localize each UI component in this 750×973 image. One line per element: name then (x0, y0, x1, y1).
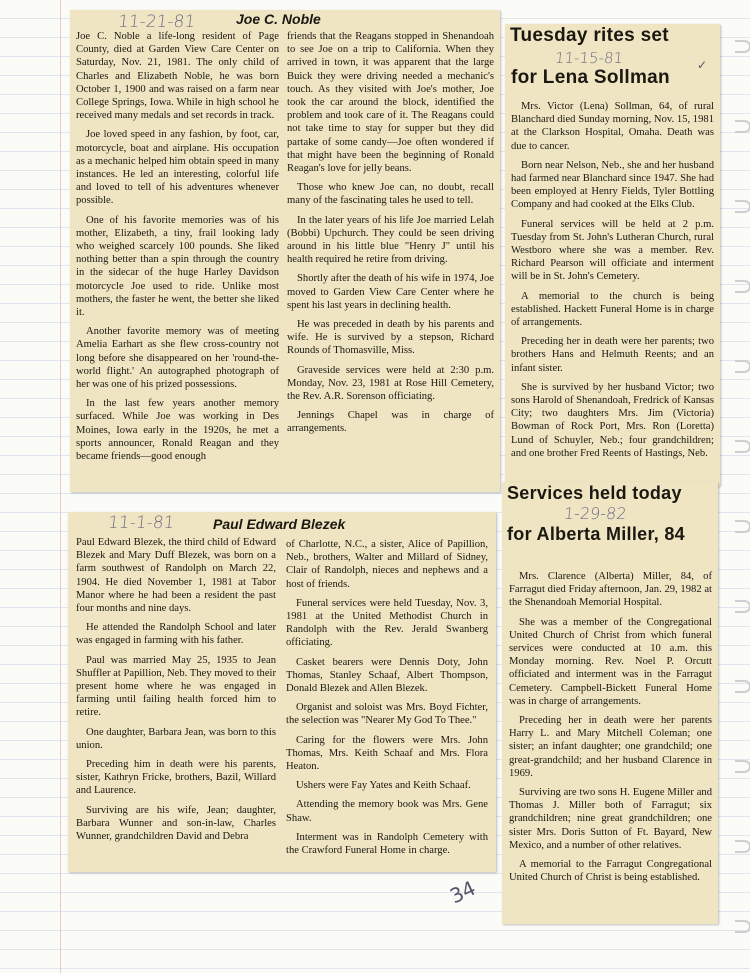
paragraph: Caring for the flowers were Mrs. John Thomas, Mrs. Keith Schaaf and Mrs. Flora Heaton. (286, 734, 488, 773)
paragraph: Ushers were Fay Yates and Keith Schaaf. (296, 780, 471, 792)
obituary-title: Joe C. Noble (236, 11, 321, 27)
handwritten-date: 11-1-81 (106, 513, 176, 533)
paragraph: A memorial to the church is being established. Hackett Funeral Home is in charge of arrangements. (511, 290, 714, 329)
paragraph: Another favorite memory was of meeting Amelia Earhart as she flew cross-country not long before she disappeared on her 'round-the-world flight.' An autographed photograph of her was one of his prized possessions. (76, 326, 279, 391)
obituary-title: Paul Edward Blezek (213, 516, 346, 532)
paragraph: Interment was in Randolph Cemetery with the Crawford Funeral Home in charge. (286, 831, 488, 857)
paragraph: Attending the memory book was Mrs. Gene Shaw. (286, 799, 488, 824)
paragraph: In the later years of his life Joe married Lelah (Bobbi) Upchurch. They could be seen driving around in his little blue "Henry J" until his health required he retire from driving. (287, 214, 494, 266)
clipping-blezek (68, 512, 496, 872)
article-body (509, 570, 712, 922)
paragraph: friends that the Reagans stopped in Shenandoah to see Joe on a trip to California. When they arrived in town, it was apparent that the large Buick they were driving needed a mechanic's touch. As they visited with Joe's mother, Joe took the car around the block, identified the problem and took care of it. The Reagans could not take time to stay for supper but they did partake of some candy—Joe often wondered if that might have been the beginning of Ronald Reagan's love for jelly beans. (287, 31, 494, 175)
column-left (76, 30, 279, 490)
check-mark-icon: ✓ (697, 58, 708, 72)
paragraph: Surviving are two sons H. Eugene Miller and Thomas J. Miller both of Farragut; six grandchildren; nine great grandchildren; one sister Mrs. Doris Sutton of Ft. Bayard, New Mexico, and a number of other relatives. (509, 787, 712, 851)
paragraph: Mrs. Clarence (Alberta) Miller, 84, of Farragut died Friday afternoon, Jan. 29, 1982 at the Shenandoah Memorial Hospital. (509, 571, 712, 609)
paragraph: Preceding her in death were her parents Harry L. and Mary Mitchell Coleman; one sister; an infant daughter; one grandchild; one great-grandchild; and her husband Clarence in 1969. (509, 715, 712, 779)
column-right (287, 30, 494, 490)
clipping-sollman (505, 24, 720, 486)
column-left (76, 536, 276, 870)
paragraph: Graveside services were held at 2:30 p.m. Monday, Nov. 23, 1981 at Rose Hill Cemetery, the Rev. A.R. Sorenson officiating. (287, 364, 494, 403)
binder-ring (735, 520, 750, 533)
paragraph: He attended the Randolph School and later was engaged in farming with his father. (76, 622, 276, 647)
paragraph: Organist and soloist was Mrs. Boyd Fichter, the selection was "Nearer My God To Thee." (286, 702, 488, 727)
paragraph: Casket bearers were Dennis Doty, John Thomas, Stanley Schaaf, Albert Thompson, Donald Blezek and Allen Blezek. (286, 656, 488, 695)
binder-ring (735, 840, 750, 853)
paragraph: A memorial to the Farragut Congregational United Church of Christ is being established. (509, 859, 712, 884)
binder-ring (735, 680, 750, 693)
headline-line-1: Tuesday rites set (510, 25, 669, 46)
headline-line-2: for Lena Sollman (511, 67, 670, 88)
headline-line-2: for Alberta Miller, 84 (507, 524, 685, 544)
handwritten-page-number: 34 (446, 875, 480, 909)
paragraph: Preceding him in death were his parents, sister, Kathryn Fricke, brothers, Bazil, Willard and Laurence. (76, 759, 276, 797)
handwritten-date: 11-15-81 (554, 49, 625, 67)
binder-ring (735, 360, 750, 373)
paragraph: Preceding her in death were her parents; two brothers Hans and Helmuth Reents; and an infant sister. (511, 336, 714, 374)
binder-ring (735, 280, 750, 293)
binder-ring (735, 200, 750, 213)
paragraph: Born near Nelson, Neb., she and her husband had farmed near Blanchard since 1947. She had been employed at Henry Fields, Tyler Bottling Company and had cooked at the Elks Club. (511, 159, 714, 211)
binder-ring (735, 920, 750, 933)
handwritten-date: 11-21-81 (116, 12, 197, 32)
paragraph: Funeral services were held Tuesday, Nov. 3, 1981 at the United Methodist Church in Randolph with the Rev. Jerald Swanberg officiating. (286, 597, 488, 649)
paragraph: Paul Edward Blezek, the third child of Edward Blezek and Mary Duff Blezek, was born on a farm southwest of Randolph on March 22, 1904. He died November 1, 1981 at Tabor Manor where he had been a resident the past four months and nine days. (76, 537, 276, 615)
paragraph: Funeral services will be held at 2 p.m. Tuesday from St. John's Lutheran Church, rural Westboro where she was a member. Rev. Richard Pearson will officiate and interment will be in St. John's Cemetery. (511, 218, 714, 283)
paragraph: Jennings Chapel was in charge of arrangements. (287, 410, 494, 435)
binder-ring (735, 40, 750, 53)
paragraph: In the last few years another memory surfaced. While Joe was working in Des Moines, Iowa early in the 1920s, he met a sports announcer, Ronald Reagan and they became friends—good enough (76, 398, 279, 463)
paragraph: She was a member of the Congregational United Church of Christ from which funeral services were conducted at 10 a.m. this Monday morning. Rev. Noel P. Orcutt officiated and interment was in the Farragut Cemetery. Campbell-Bickett Funeral Home was in charge of arrangements. (509, 616, 712, 707)
paragraph: He was preceded in death by his parents and wife. He is survived by a stepson, Richard Rounds of Thomasville, Miss. (287, 319, 494, 357)
column-right (286, 538, 488, 870)
handwritten-date: 1-29-82 (563, 504, 628, 523)
paragraph: of Charlotte, N.C., a sister, Alice of Papillion, Neb., brothers, Walter and Millard of Sidney, Clair of Randolph, nieces and nephews and a host of friends. (286, 539, 488, 590)
paragraph: Those who knew Joe can, no doubt, recall many of the fascinating tales he used to tell. (287, 182, 494, 207)
paragraph: Mrs. Victor (Lena) Sollman, 64, of rural Blanchard died Sunday morning, Nov. 15, 1981 at the Clarkson Hospital, Omaha. Death was due to cancer. (511, 101, 714, 152)
binder-ring (735, 600, 750, 613)
paragraph: Joe C. Noble a life-long resident of Page County, died at Garden View Care Center on Saturday, Nov. 21, 1981. The only child of Charles and Elizabeth Noble, he was born October 1, 1900 and was raised on a farm near College Springs, Iowa. While in high school he received many medals and set records in track. (76, 31, 279, 122)
paragraph: One daughter, Barbara Jean, was born to this union. (76, 726, 276, 751)
headline-line-1: Services held today (507, 483, 682, 503)
binder-ring (735, 120, 750, 133)
paragraph: Shortly after the death of his wife in 1974, Joe moved to Garden View Care Center where he spent his last years in declining health. (287, 273, 494, 311)
paragraph: Joe loved speed in any fashion, by foot, car, motorcycle, boat and airplane. His occupation as a mechanic helped him obtain speed in many instances. He led an interesting, colorful life and loved to tell of his adventures whenever possible. (76, 129, 279, 207)
article-body (511, 100, 714, 484)
clipping-noble (70, 10, 500, 492)
clipping-miller (502, 482, 718, 924)
paragraph: One of his favorite memories was of his mother, Elizabeth, a tiny, frail looking lady who weighed scarcely 100 pounds. She liked nothing better than a spin through the country in the sidecar of the huge Harley Davidson motorcycle Joe used to ride. Unlike most mothers, the faster he went, the better she liked it. (76, 214, 279, 319)
binder-ring (735, 440, 750, 453)
paragraph: She is survived by her husband Victor; two sons Harold of Shenandoah, Fredrick of Kansas City; two daughters Mrs. Jim (Victoria) Bowman of Rock Port, Mrs. Ron (Loretta) Lund of Schuyler, Neb.; four grandchildren; and one brother Fred Reents of Hastings, Neb. (511, 381, 714, 459)
margin-line (60, 0, 61, 973)
paragraph: Surviving are his wife, Jean; daughter, Barbara Wunner and son-in-law, Charles Wunner, grandchildren David and Debra (76, 804, 276, 843)
binder-ring (735, 760, 750, 773)
paragraph: Paul was married May 25, 1935 to Jean Shuffler at Papillion, Neb. They moved to their present home where he was engaged in farming until failing health forced him to retire. (76, 654, 276, 719)
